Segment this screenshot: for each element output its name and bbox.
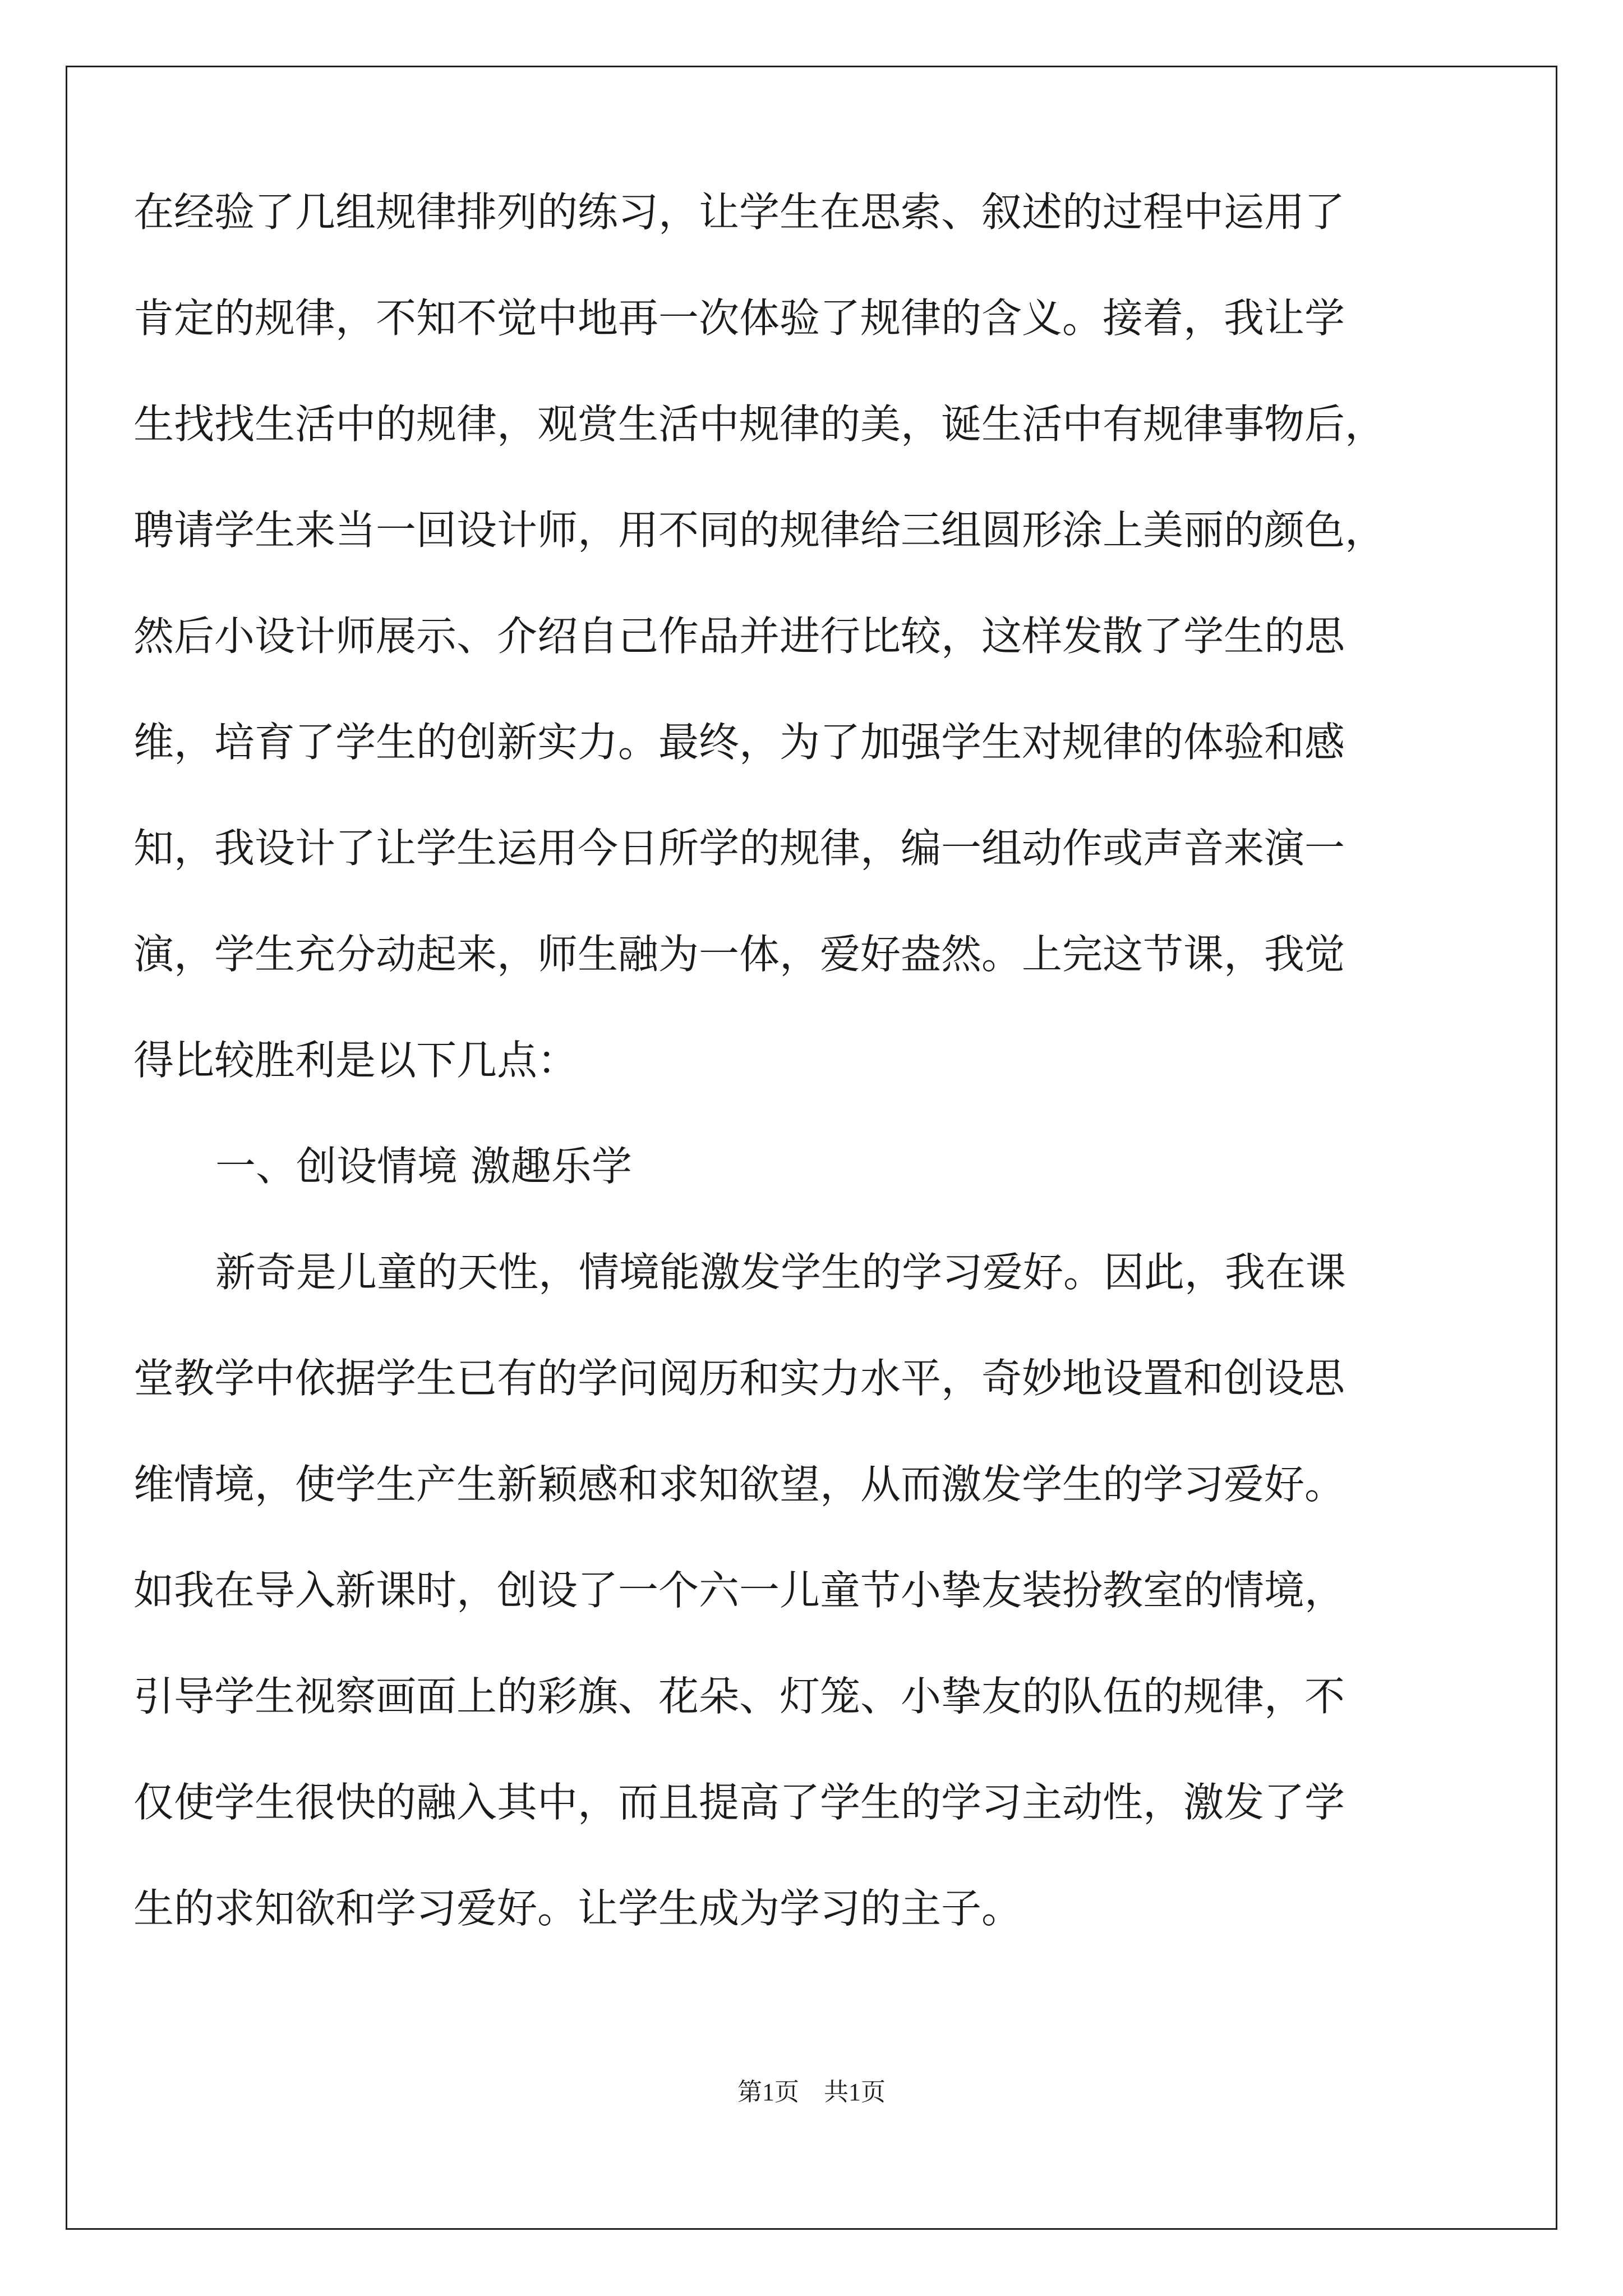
text-line: 演，学生充分动起来，师生融为一体，爱好盎然。上完这节课，我觉 [133, 931, 1345, 978]
page-footer: 第1页 共1页 [737, 2078, 886, 2106]
text-line: 肯定的规律，不知不觉中地再一次体验了规律的含义。接着，我让学 [133, 295, 1345, 342]
text-line: 堂教学中依据学生已有的学问阅历和实力水平，奇妙地设置和创设思 [133, 1355, 1345, 1402]
section-heading: 一、创设情境 激趣乐学 [215, 1143, 632, 1190]
text-line: 维，培育了学生的创新实力。最终，为了加强学生对规律的体验和感 [133, 719, 1345, 766]
text-line: 仅使学生很快的融入其中，而且提高了学生的学习主动性，激发了学 [133, 1779, 1345, 1826]
text-line: 生找找生活中的规律，观赏生活中规律的美，诞生活中有规律事物后， [133, 401, 1386, 448]
text-line: 知，我设计了让学生运用今日所学的规律，编一组动作或声音来演一 [133, 825, 1345, 872]
text-line: 聘请学生来当一回设计师，用不同的规律给三组圆形涂上美丽的颜色， [133, 507, 1386, 554]
text-line: 得比较胜利是以下几点： [133, 1037, 578, 1084]
text-line: 然后小设计师展示、介绍自己作品并进行比较，这样发散了学生的思 [133, 613, 1345, 660]
text-line: 引导学生视察画面上的彩旗、花朵、灯笼、小挚友的队伍的规律，不 [133, 1673, 1345, 1720]
text-line: 新奇是儿童的天性，情境能激发学生的学习爱好。因此，我在课 [215, 1249, 1347, 1296]
text-line: 生的求知欲和学习爱好。让学生成为学习的主子。 [133, 1885, 1022, 1932]
text-line: 维情境，使学生产生新颖感和求知欲望，从而激发学生的学习爱好。 [133, 1461, 1345, 1508]
text-line: 如我在导入新课时，创设了一个六一儿童节小挚友装扮教室的情境， [133, 1567, 1345, 1614]
text-line: 在经验了几组规律排列的练习，让学生在思索、叙述的过程中运用了 [133, 188, 1345, 236]
